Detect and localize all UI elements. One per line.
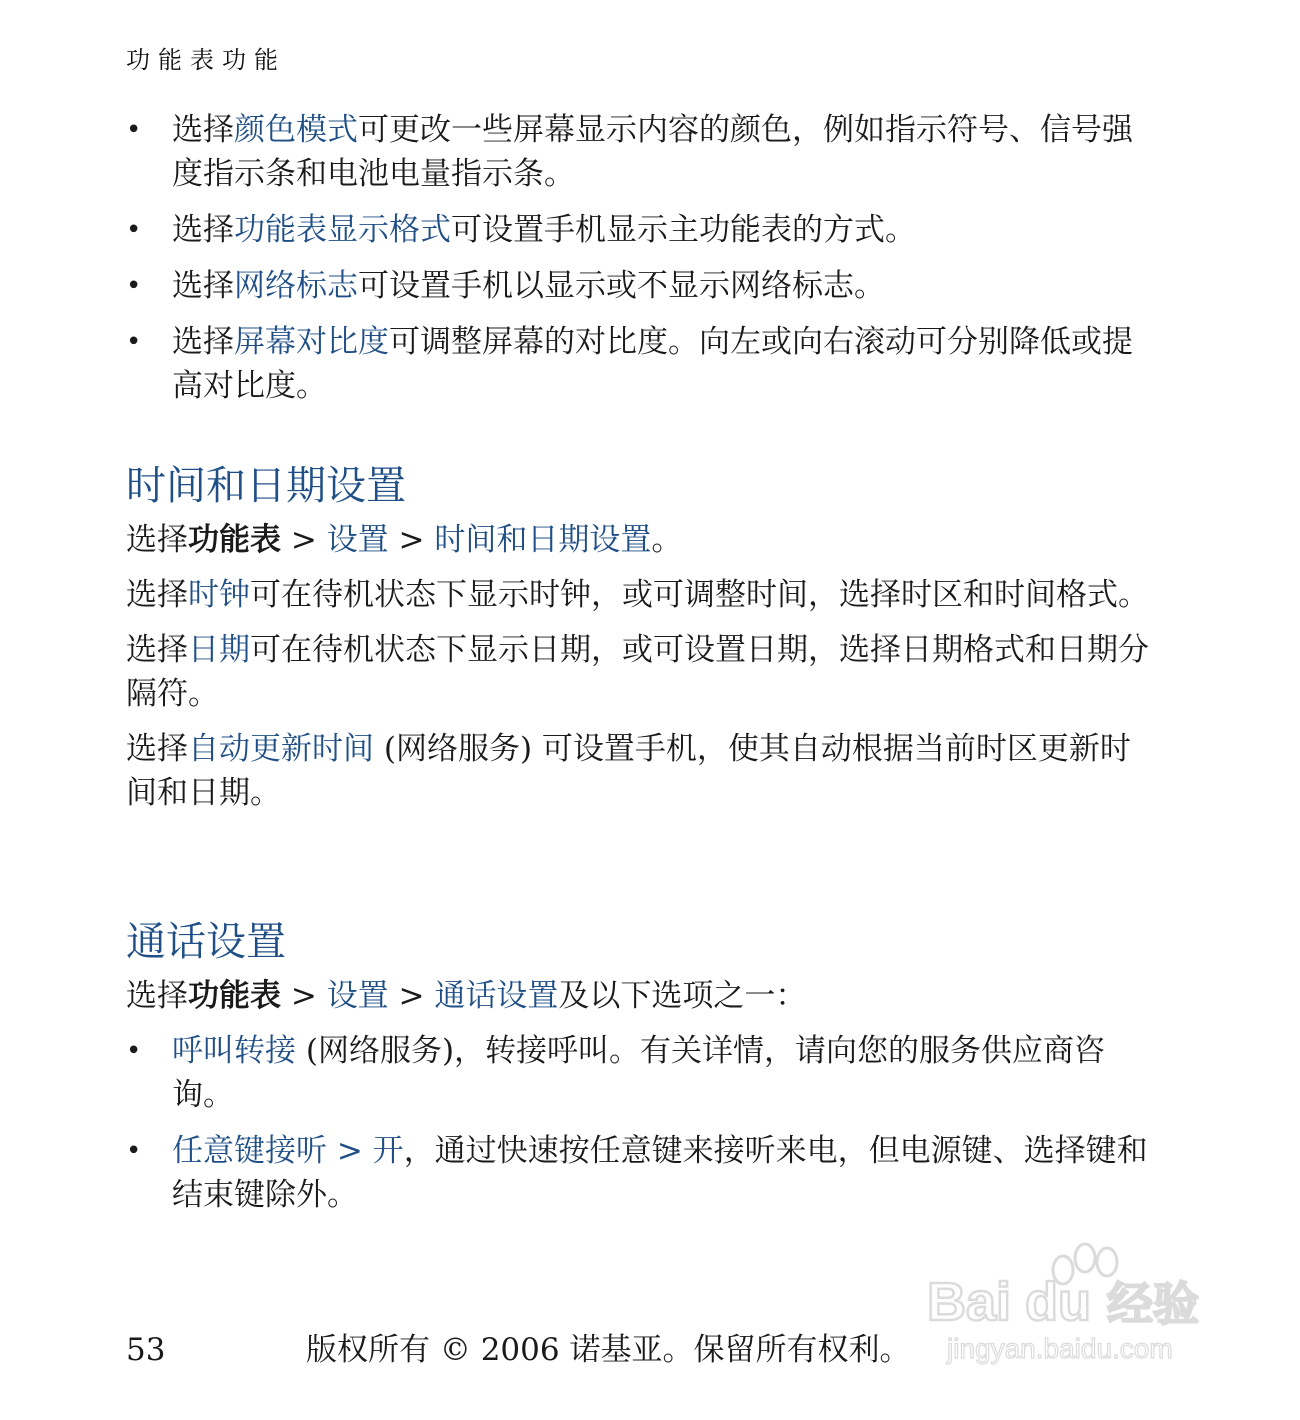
color-mode-link[interactable]: 颜色模式 xyxy=(234,112,358,148)
item-text-post: 可设置手机以显示或不显示网络标志。 xyxy=(358,268,885,304)
watermark-name: 经验 xyxy=(1107,1277,1199,1331)
item-text-post: (网络服务)，转接呼叫。有关详情，请向您的服务供应商咨询。 xyxy=(172,1033,1106,1113)
para-post: (网络服务) 可设置手机，使其自动根据当前时区更新时间和日期。 xyxy=(126,731,1131,811)
list-item xyxy=(126,208,1156,252)
call-settings-link[interactable]: 通话设置 xyxy=(434,978,559,1014)
path-end: 。 xyxy=(651,522,683,558)
auto-update-link[interactable]: 自动更新时间 xyxy=(188,731,374,767)
time-date-heading: 时间和日期设置 xyxy=(126,463,406,509)
item-text-post: ，通过快速按任意键来接听来电，但电源键、选择键和结束键除外。 xyxy=(172,1133,1148,1213)
watermark-brand-du: du xyxy=(1025,1272,1091,1332)
bullet-icon: • xyxy=(126,327,142,357)
path-separator: > xyxy=(388,978,435,1014)
contrast-link[interactable]: 屏幕对比度 xyxy=(234,324,389,360)
network-logo-link[interactable]: 网络标志 xyxy=(234,268,358,304)
settings-link[interactable]: 设置 xyxy=(326,978,389,1014)
bullet-icon: • xyxy=(126,215,142,245)
settings-link[interactable]: 设置 xyxy=(326,522,389,558)
baidu-jingyan-watermark xyxy=(925,1228,1225,1368)
display-options-section xyxy=(126,108,1156,420)
item-text-pre: 选择 xyxy=(172,112,234,148)
anykey-answer-link[interactable]: 任意键接听 > 开 xyxy=(172,1133,404,1169)
call-divert-link[interactable]: 呼叫转接 xyxy=(172,1033,296,1069)
display-options-list xyxy=(126,108,1156,408)
auto-update-paragraph xyxy=(126,727,1156,815)
bullet-icon: • xyxy=(126,1136,142,1166)
path-end: 及以下选项之一： xyxy=(558,978,807,1014)
para-pre: 选择 xyxy=(126,577,188,613)
clock-link[interactable]: 时钟 xyxy=(188,577,250,613)
page-number: 53 xyxy=(126,1332,166,1368)
time-date-settings-link[interactable]: 时间和日期设置 xyxy=(434,522,652,558)
menu-label: 功能表 xyxy=(188,522,281,558)
watermark-brand: Bai xyxy=(927,1272,1012,1332)
list-item xyxy=(126,264,1156,308)
call-settings-path xyxy=(126,974,1156,1018)
running-head: 功能表功能 xyxy=(126,46,286,74)
item-text-post: 可设置手机显示主功能表的方式。 xyxy=(451,212,916,248)
item-text-pre: 选择 xyxy=(172,212,234,248)
menu-view-link[interactable]: 功能表显示格式 xyxy=(234,212,451,248)
item-text-pre: 选择 xyxy=(172,268,234,304)
para-post: 可在待机状态下显示日期，或可设置日期，选择日期格式和日期分隔符。 xyxy=(126,632,1149,712)
date-link[interactable]: 日期 xyxy=(188,632,250,668)
call-options-list xyxy=(126,1029,1156,1217)
item-text-pre: 选择 xyxy=(172,324,234,360)
path-pre: 选择 xyxy=(126,978,188,1014)
path-separator: > xyxy=(281,522,327,558)
list-item xyxy=(126,320,1156,408)
para-post: 可在待机状态下显示时钟，或可调整时间，选择时区和时间格式。 xyxy=(250,577,1149,613)
bullet-icon: • xyxy=(126,115,142,145)
time-date-path xyxy=(126,518,1156,562)
call-settings-section xyxy=(126,974,1156,1229)
list-item xyxy=(126,108,1156,196)
path-separator: > xyxy=(388,522,435,558)
watermark-url: jingyan.baidu.com xyxy=(947,1333,1173,1364)
menu-label: 功能表 xyxy=(188,978,281,1014)
clock-paragraph xyxy=(126,573,1156,617)
copyright-notice: 版权所有 © 2006 诺基亚。保留所有权利。 xyxy=(306,1332,911,1368)
path-separator: > xyxy=(281,978,327,1014)
para-pre: 选择 xyxy=(126,731,188,767)
item-text-post: 可更改一些屏幕显示内容的颜色，例如指示符号、信号强度指示条和电池电量指示条。 xyxy=(172,112,1133,192)
list-item xyxy=(126,1029,1156,1117)
call-settings-heading: 通话设置 xyxy=(126,919,286,965)
path-pre: 选择 xyxy=(126,522,188,558)
date-paragraph xyxy=(126,628,1156,716)
bullet-icon: • xyxy=(126,271,142,301)
bullet-icon: • xyxy=(126,1036,142,1066)
para-pre: 选择 xyxy=(126,632,188,668)
item-text-post: 可调整屏幕的对比度。向左或向右滚动可分别降低或提高对比度。 xyxy=(172,324,1133,404)
time-date-section xyxy=(126,518,1156,826)
list-item xyxy=(126,1129,1156,1217)
